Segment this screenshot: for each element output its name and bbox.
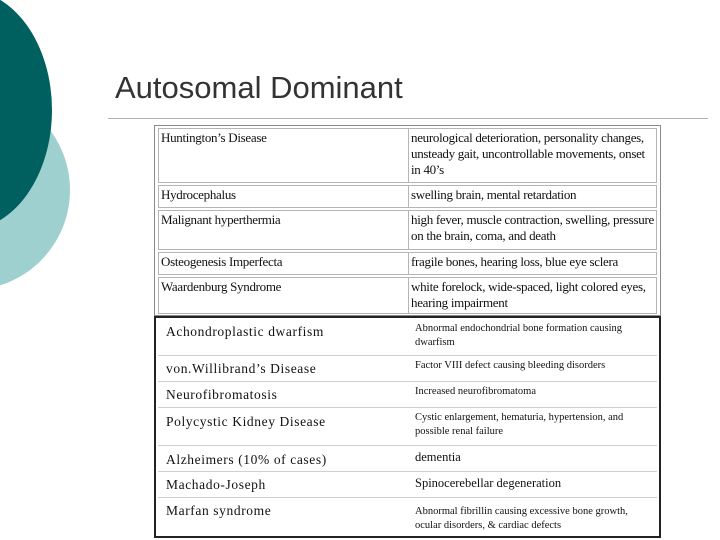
disease-description: Spinocerebellar degeneration — [415, 476, 562, 490]
disease-description: Cystic enlargement, hematuria, hypertension, and possible renal failure — [415, 412, 624, 437]
disease-name: Osteogenesis Imperfecta — [159, 253, 409, 274]
table-row — [158, 472, 657, 498]
disease-name: Achondroplastic dwarfism — [166, 324, 324, 339]
disease-name: Hydrocephalus — [159, 186, 409, 207]
table-row — [158, 356, 657, 382]
disease-description: dementia — [415, 450, 461, 464]
table-row — [158, 252, 657, 275]
table-row — [158, 498, 657, 536]
table-row — [158, 128, 657, 183]
top-disease-table — [154, 125, 661, 316]
disease-name: Alzheimers (10% of cases) — [166, 452, 327, 467]
disease-description: neurological deterioration, personality changes, unsteady gait, uncontrollable movements, onset in 40’s — [411, 130, 645, 177]
bottom-disease-table — [154, 316, 661, 538]
disease-description: high fever, muscle contraction, swelling, pressure on the brain, coma, and death — [411, 212, 654, 243]
disease-description: fragile bones, hearing loss, blue eye sclera — [411, 254, 618, 269]
disease-name: Marfan syndrome — [166, 503, 272, 518]
decorative-circles — [0, 0, 120, 320]
slide-title: Autosomal Dominant — [115, 70, 403, 105]
table-row — [158, 408, 657, 446]
disease-name: Polycystic Kidney Disease — [166, 414, 326, 429]
table-row — [158, 382, 657, 408]
table-row — [158, 185, 657, 208]
disease-description: Factor VIII defect causing bleeding disorders — [415, 360, 606, 371]
title-divider — [108, 118, 708, 119]
table-row — [158, 318, 657, 356]
table-row — [158, 210, 657, 250]
disease-name: von.Willibrand’s Disease — [166, 361, 317, 376]
disease-description: Abnormal fibrillin causing excessive bone growth, ocular disorders, & cardiac defects — [415, 506, 628, 531]
disease-name: Neurofibromatosis — [166, 387, 278, 402]
disease-description: Increased neurofibromatoma — [415, 386, 536, 397]
table-row — [158, 277, 657, 314]
disease-name: Waardenburg Syndrome — [159, 278, 409, 313]
disease-description: white forelock, wide-spaced, light colored eyes, hearing impairment — [411, 279, 646, 310]
disease-name: Machado-Joseph — [166, 477, 266, 492]
table-row — [158, 446, 657, 472]
disease-description: swelling brain, mental retardation — [411, 187, 577, 202]
disease-description: Abnormal endochondrial bone formation causing dwarfism — [415, 323, 623, 348]
disease-name: Malignant hyperthermia — [159, 211, 409, 249]
disease-name: Huntington’s Disease — [159, 129, 409, 182]
